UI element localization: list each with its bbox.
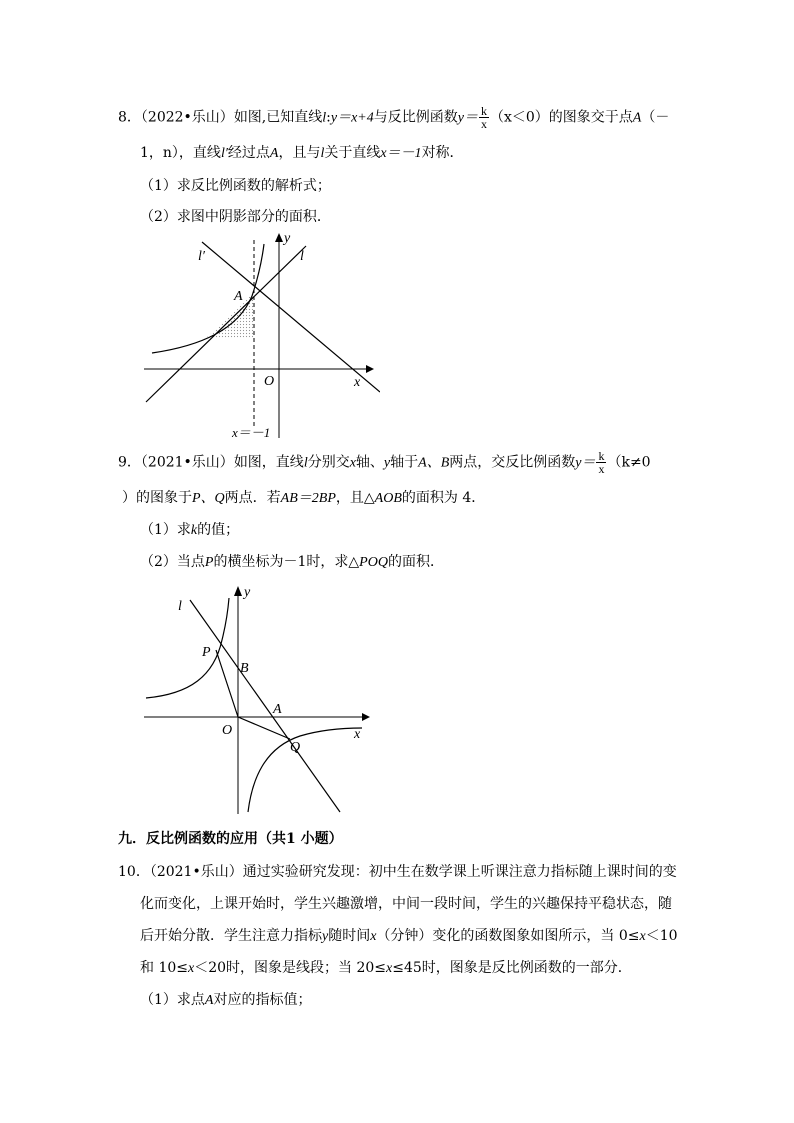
q10-line-4: 和 10≤x＜20时，图象是线段；当 20≤x≤45时，图象是反比例函数的一部分． (140, 960, 632, 976)
line-l (190, 600, 340, 812)
q8-part-1: （1）求反比例函数的解析式； (140, 178, 331, 194)
label-B: B (240, 661, 249, 676)
y-axis-arrow (234, 586, 242, 596)
label-y: y (244, 585, 251, 600)
q9-part-2: （2）当点P的横坐标为－1时，求△POQ的面积． (140, 554, 444, 570)
label-x-eq-neg1: x＝－1 (232, 425, 271, 440)
q10-part-1: （1）求点A对应的指标值； (140, 992, 312, 1008)
section-heading: 九．反比例函数的应用（共1 小题） (118, 831, 343, 847)
q8-part-2: （2）求图中阴影部分的面积． (140, 209, 331, 225)
q10-line-3: 后开始分散．学生注意力指标y随时间x（分钟）变化的函数图象如图所示，当 0≤x＜10 (140, 928, 678, 944)
label-P: P (202, 645, 211, 660)
fraction-k-over-x: $\frac{k}{x}$ (480, 104, 487, 131)
y-axis-arrow (275, 233, 283, 242)
q10-line-1: 10．（2021•乐山）通过实验研究发现：初中生在数学课上听课注意力指标随上课时间的变 (118, 864, 677, 880)
q9-line-2: ）的图象于P、Q两点．若AB＝2BP，且△AOB的面积为 4． (122, 490, 486, 506)
label-l-prime: l′ (198, 249, 205, 264)
q8-number: 8． (118, 109, 141, 126)
line-l (146, 246, 306, 402)
label-l: l (178, 599, 182, 614)
shaded-region (206, 292, 254, 338)
segment-OQ (238, 717, 290, 739)
figure-q9 (140, 580, 380, 816)
x-axis-arrow (366, 365, 374, 373)
label-Q: Q (290, 740, 301, 755)
label-x: x (354, 375, 361, 390)
q10-number: 10． (118, 864, 150, 880)
label-A: A (234, 289, 243, 304)
q9-part-1: （1）求k的值； (140, 522, 240, 538)
q8-line-2: 1，n），直线l′经过点A，且与l关于直线x＝－1对称． (140, 145, 464, 161)
q8-line-1: 8．（2022•乐山）如图,已知直线l:y＝x+4与反比例函数y＝ $\frac{k}{x}$ （x＜0）的图象交于点A（－ (118, 104, 670, 131)
fraction-k-over-x: $\frac{k}{x}$ (598, 449, 605, 476)
q9-line-1: 9．（2021•乐山）如图，直线l分别交x轴、y轴于A、B两点，交反比例函数y＝ $\frac{k}{x}$ （k≠0 (118, 449, 651, 476)
label-y: y (284, 231, 291, 246)
q9-number: 9． (118, 454, 141, 471)
segment-OP (216, 650, 238, 717)
label-A: A (273, 702, 282, 717)
hyperbola-branch-4th-quadrant (248, 728, 362, 812)
label-l: l (300, 249, 304, 264)
label-O: O (222, 723, 233, 738)
q10-line-2: 化而变化，上课开始时，学生兴趣激增，中间一段时间，学生的兴趣保持平稳状态，随 (140, 896, 672, 912)
figure-q8 (140, 230, 380, 442)
label-O: O (264, 374, 275, 389)
x-axis-arrow (362, 713, 370, 721)
hyperbola-branch-2nd-quadrant (146, 598, 229, 698)
label-x: x (354, 727, 361, 742)
